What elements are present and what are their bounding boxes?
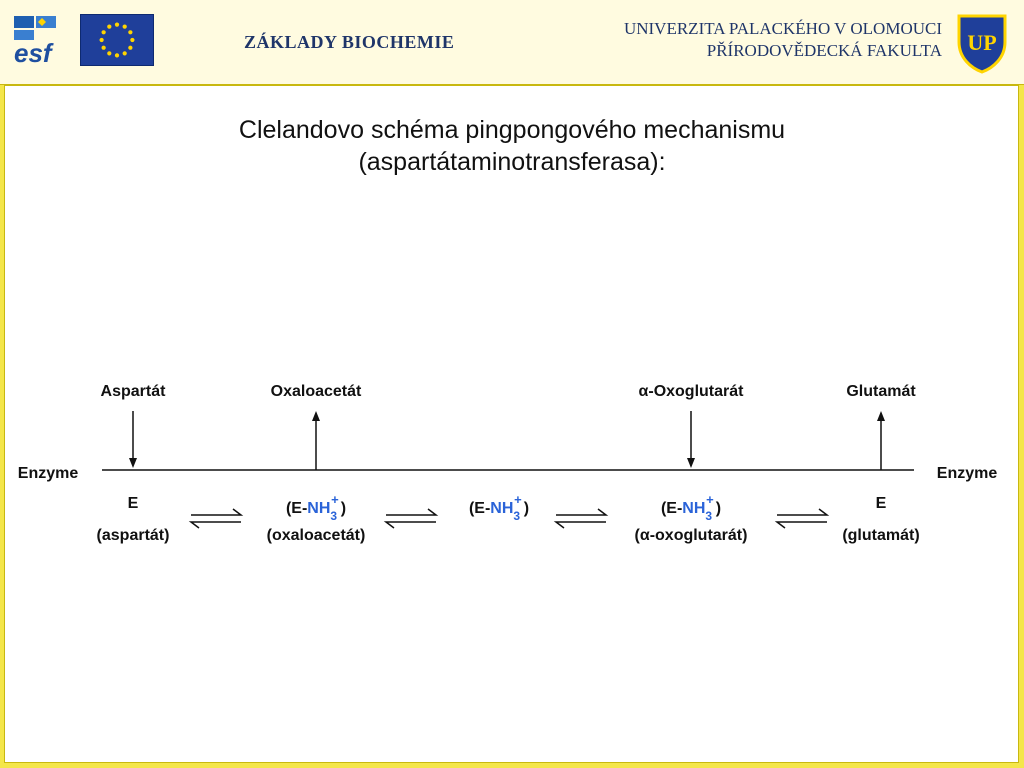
title-line2: (aspartátaminotransferasa):	[358, 148, 666, 176]
product-label-oxaloacetate: Oxaloacetát	[270, 383, 362, 400]
enzyme-label-left: Enzyme	[17, 465, 79, 482]
product-label-glutamate: Glutamát	[846, 383, 916, 400]
species-3-top: $(E-NH_3+)$	[468, 492, 530, 523]
species-1-bottom: (aspartát)	[96, 527, 170, 544]
alpha-symbol: α	[639, 527, 650, 544]
species-5-bottom: (glutamát)	[842, 527, 920, 544]
species-4-bottom: (α-oxoglutarát)	[634, 527, 748, 544]
course-title: ZÁKLADY BIOCHEMIE	[244, 32, 455, 52]
alpha-symbol: α	[638, 383, 649, 400]
esf-text: esf	[14, 38, 52, 66]
species-1-top: E	[127, 495, 139, 512]
title-line1: Clelandovo schéma pingpongového mechanismu	[238, 116, 786, 144]
university-line2: PŘÍRODOVĚDECKÁ FAKULTA	[706, 41, 942, 60]
species-4-top: $(E-NH_3+)$	[660, 492, 722, 523]
equilibrium-arrow-2	[386, 509, 436, 528]
substrate-label-aspartate: Aspartát	[100, 383, 166, 400]
equilibrium-arrow-4	[777, 509, 827, 528]
crest-monogram: UP	[967, 30, 997, 55]
substrate-label-oxoglutarate: α-Oxoglutarát	[638, 383, 744, 400]
university-line1: UNIVERZITA PALACKÉHO V OLOMOUCI	[623, 19, 942, 38]
enzyme-label-right: Enzyme	[936, 465, 998, 482]
species-5-top: E	[875, 495, 887, 512]
species-2-bottom: (oxaloacetát)	[266, 527, 366, 544]
species-2-top: $(E-NH_3+)$	[285, 492, 347, 523]
equilibrium-arrow-1	[191, 509, 241, 528]
equilibrium-arrow-3	[556, 509, 606, 528]
